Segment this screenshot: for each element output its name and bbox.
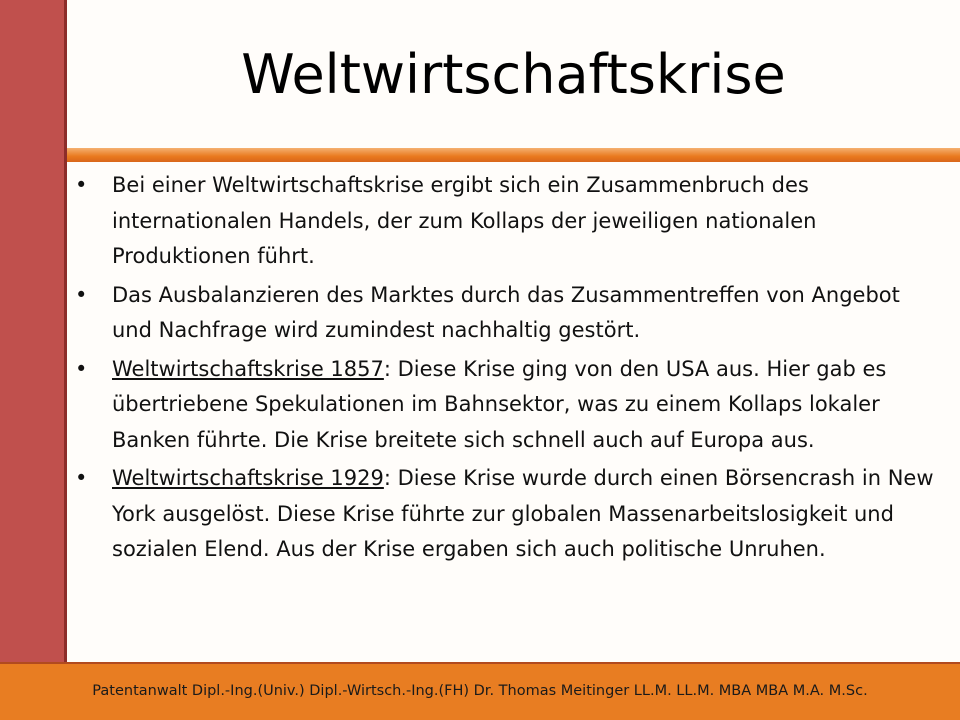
bullet-item-3 bbox=[75, 352, 945, 459]
bullet-icon: • bbox=[75, 466, 88, 490]
slide-title: Weltwirtschaftskrise bbox=[241, 43, 786, 106]
bullet-text: Das Ausbalanzieren des Marktes durch das Zusammentreffen von Angebot und Nachfrage wird zumindest nachhaltig gestört. bbox=[112, 282, 900, 342]
bullet-icon: • bbox=[75, 282, 88, 307]
bullet-item-4 bbox=[75, 461, 945, 568]
bullet-heading-1929: Weltwirtschaftskrise 1929 bbox=[112, 466, 384, 490]
bullet-item-2 bbox=[75, 278, 945, 349]
bullet-text: Bei einer Weltwirtschaftskrise ergibt sich ein Zusammenbruch des internationalen Handels, der zum Kollaps der jeweiligen nationalen Produktionen führt. bbox=[112, 173, 817, 268]
bullet-text: : Diese Krise ging von den USA aus. Hier gab es übertriebene Spekulationen im Bahnsektor, was zu einem Kollaps lokaler Banken führte. Die Krise breitete sich schnell auch auf Europa aus. bbox=[112, 356, 887, 452]
bullet-icon: • bbox=[75, 356, 88, 381]
bullet-heading-1857: Weltwirtschaftskrise 1857 bbox=[112, 356, 384, 381]
title-divider-bar bbox=[67, 148, 960, 162]
bullet-text: : Diese Krise wurde durch einen Börsencrash in New York ausgelöst. Diese Krise führte zur globalen Massenarbeitslosigkeit und sozialen Elend. Aus der Krise ergaben sich auch politische Unruhen. bbox=[112, 466, 934, 561]
footer-text: Patentanwalt Dipl.-Ing.(Univ.) Dipl.-Wirtsch.-Ing.(FH) Dr. Thomas Meitinger LL.M. LL.M. MBA MBA M.A. M.Sc. bbox=[92, 683, 868, 699]
bullet-list-container bbox=[75, 168, 945, 571]
footer-bar bbox=[0, 662, 960, 720]
sidebar-accent bbox=[0, 0, 67, 662]
bullet-list bbox=[75, 168, 945, 568]
bullet-item-1 bbox=[75, 168, 945, 275]
bullet-icon: • bbox=[75, 173, 88, 197]
